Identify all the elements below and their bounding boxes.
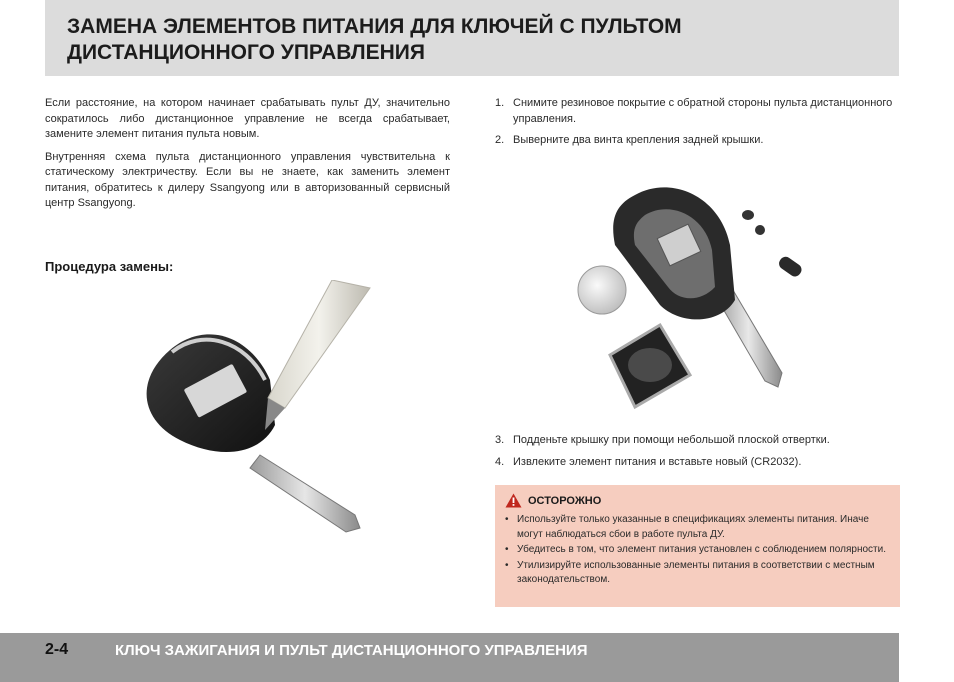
cover-button (628, 348, 672, 382)
title-line-1: ЗАМЕНА ЭЛЕМЕНТОВ ПИТАНИЯ ДЛЯ КЛЮЧЕЙ С ПУЛЬТОМ (67, 15, 682, 38)
steps-bottom (495, 433, 900, 476)
page-footer (0, 633, 899, 682)
intro-column (45, 96, 450, 219)
caution-title-text: ОСТОРОЖНО (528, 494, 602, 507)
page-number: 2-4 (45, 641, 69, 658)
screw (742, 210, 754, 220)
title-line-2: ДИСТАНЦИОННОГО УПРАВЛЕНИЯ (67, 41, 425, 64)
step-number: 4. (495, 455, 505, 468)
disassembled-key-photo (560, 175, 820, 430)
step-text: Снимите резиновое покрытие с обратной стороны пульта дистанционного управления. (513, 97, 893, 125)
page-header (45, 0, 899, 76)
steps-top (495, 96, 900, 155)
bullet: • (505, 559, 509, 571)
screwdriver-handle (268, 280, 370, 408)
step-item (495, 433, 900, 449)
screw (755, 225, 765, 235)
bullet: • (505, 544, 509, 555)
key-blade (250, 455, 360, 532)
step-number: 2. (495, 134, 505, 146)
caution-item (505, 543, 890, 558)
page-title (67, 14, 682, 66)
caution-item-text: Используйте только указанные в спецификациях элементы питания. Иначе могут наблюдаться сбои в работе пульта ДУ. (517, 514, 869, 540)
intro-paragraph-2: Внутренняя схема пульта дистанционного управления чувствительна к статическому электричеству. Если вы не знаете, как заменить элемент питания, обратитесь к дилеру Ssangyong или в авторизованный сервисный центр Ssangyong. (45, 150, 450, 209)
step-item (495, 96, 900, 127)
step-number: 1. (495, 97, 505, 109)
caution-item-text: Убедитесь в том, что элемент питания установлен с соблюдением полярности. (517, 544, 886, 555)
step-number: 3. (495, 434, 505, 446)
step-text: Выверните два винта крепления задней крышки. (513, 134, 764, 146)
caution-title (505, 493, 601, 508)
key-screwdriver-photo (110, 280, 400, 550)
section-title: КЛЮЧ ЗАЖИГАНИЯ И ПУЛЬТ ДИСТАНЦИОННОГО УПРАВЛЕНИЯ (115, 642, 588, 659)
intro-paragraph-1: Если расстояние, на котором начинает срабатывать пульт ДУ, значительно сократилось либо дистанционное управление не всегда срабатывает, замените элемент питания пульта новым. (45, 97, 450, 140)
battery-coin (578, 266, 626, 314)
warning-icon (505, 493, 522, 508)
caution-item-text: Утилизируйте использованные элементы питания в соответствии с местным законодательством. (517, 559, 875, 585)
bullet: • (505, 514, 509, 525)
caution-list (505, 513, 890, 589)
step-text: Извлеките элемент питания и вставьте новый (CR2032). (513, 455, 802, 468)
step-item (495, 455, 900, 471)
caution-box (495, 485, 900, 607)
step-text: Подденьте крышку при помощи небольшой плоской отвертки. (513, 434, 830, 446)
rubber-cover (777, 254, 804, 278)
caution-item (505, 559, 890, 588)
procedure-heading: Процедура замены: (45, 259, 174, 274)
step-item (495, 133, 900, 149)
caution-item (505, 513, 890, 542)
